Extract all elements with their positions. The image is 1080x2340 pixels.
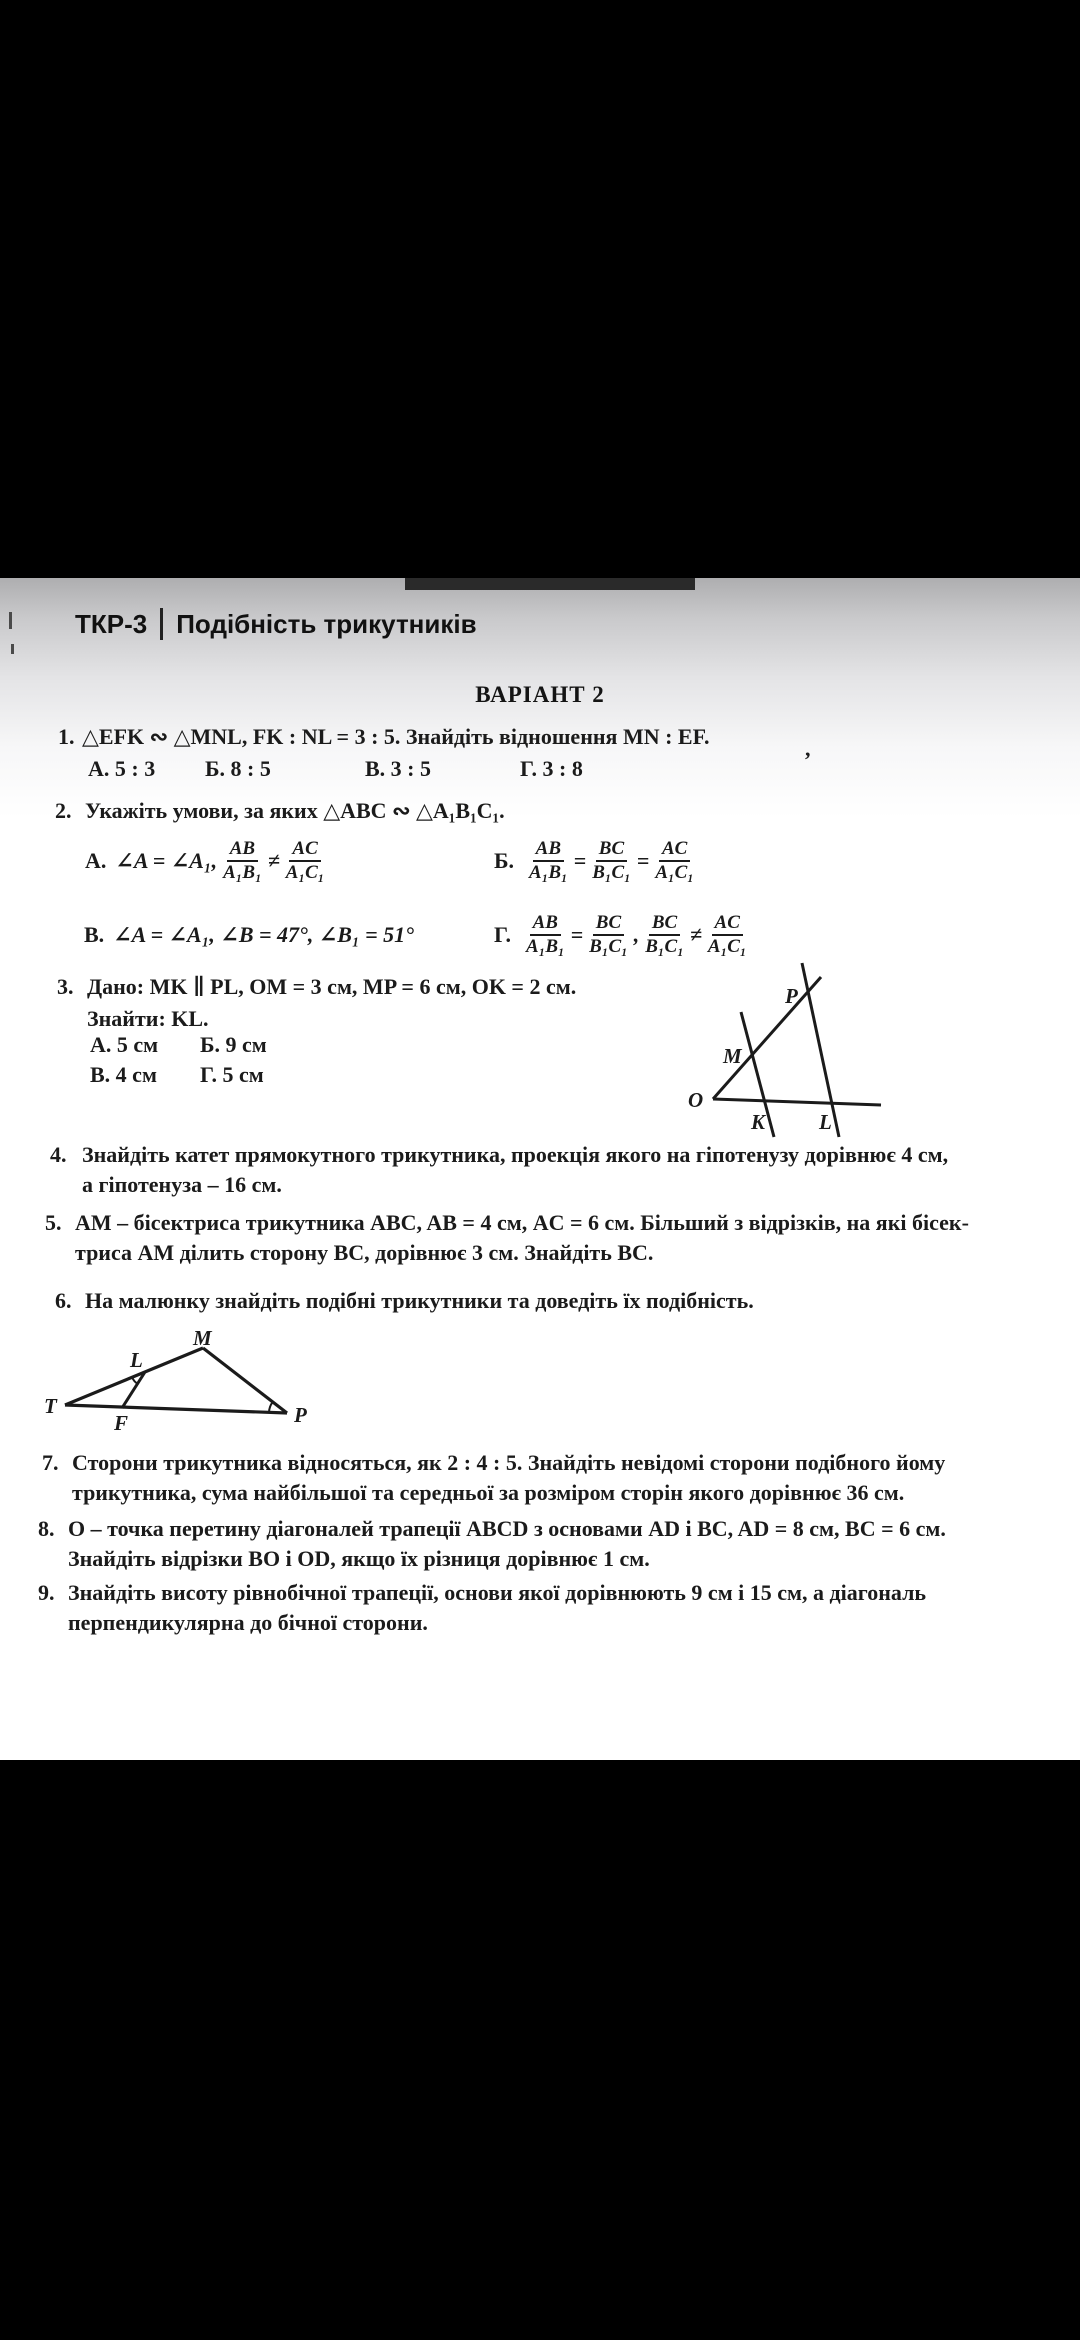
figure3-label-K: K	[751, 1110, 766, 1134]
problem-1-option-b: Б. 8 : 5	[205, 756, 271, 781]
problem-7-line-1: Сторони трикутника відносяться, як 2 : 4 : 5. Знайдіть невідомі сторони подібного йому	[72, 1450, 946, 1475]
fraction-numerator: AB	[530, 912, 561, 936]
math-text: ,	[633, 922, 640, 947]
figure3-label-O: O	[688, 1088, 704, 1112]
fraction	[591, 838, 632, 885]
figure6-label-M: M	[193, 1326, 212, 1350]
fraction-denominator: A₁C₁	[285, 862, 325, 883]
problem-9-line-2: перпендикулярна до бічної сторони.	[68, 1610, 428, 1635]
side-M-P	[203, 1348, 287, 1413]
problem-6-number: 6.	[55, 1288, 72, 1313]
problem-7-number: 7.	[42, 1450, 59, 1475]
problem-8-line-2: Знайдіть відрізки BO і OD, якщо їх різниця дорівнює 1 см.	[68, 1546, 650, 1571]
angle-arc-L	[132, 1377, 137, 1384]
side-T-P	[65, 1405, 287, 1413]
problem-2-option-a	[85, 830, 330, 892]
problem-3-text: Дано: MK ∥ PL, OM = 3 см, MP = 6 см, OK = 2 см.	[87, 974, 577, 999]
problem-1-option-v: В. 3 : 5	[365, 756, 431, 781]
fraction-numerator: BC	[596, 838, 627, 862]
page-header	[75, 608, 477, 640]
option-label: Г.	[494, 922, 512, 947]
fraction-numerator: BC	[649, 912, 680, 936]
document-page	[0, 578, 1080, 1760]
fraction-denominator: A₁B₁	[529, 862, 568, 883]
problem-5-number: 5.	[45, 1210, 62, 1235]
fraction-denominator: A₁B₁	[526, 936, 565, 957]
fraction	[654, 838, 695, 885]
ray-O-P	[713, 977, 821, 1099]
problem-3-find: Знайти: KL.	[87, 1006, 209, 1031]
problem-6-line-1: На малюнку знайдіть подібні трикутники та доведіть їх подібність.	[85, 1288, 754, 1313]
figure6-label-P: P	[294, 1403, 307, 1427]
fraction-denominator: B₁C₁	[592, 862, 631, 883]
fraction-denominator: A₁B₁	[223, 862, 262, 883]
problem-5-line-2: триса AM ділить сторону BC, дорівнює 3 см. Знайдіть BC.	[75, 1240, 654, 1265]
problem-2-text: Укажіть умови, за яких △ABC ∾ △A₁B₁C₁.	[85, 798, 505, 823]
problem-2-option-v	[84, 904, 414, 966]
fraction	[644, 912, 685, 959]
problem-8-number: 8.	[38, 1516, 55, 1541]
figure3-label-L: L	[819, 1110, 832, 1134]
problem-5-line-1: AM – бісектриса трикутника ABC, AB = 4 см, AC = 6 см. Більший з відрізків, на які бісек-	[75, 1210, 969, 1235]
figure6-label-F: F	[114, 1411, 129, 1435]
math-text: ≠	[689, 922, 702, 947]
problem-3-number: 3.	[57, 974, 74, 999]
problem-4-line-1: Знайдіть катет прямокутного трикутника, проекція якого на гіпотенузу дорівнює 4 см,	[82, 1142, 949, 1167]
fraction-denominator: A₁C₁	[707, 936, 747, 957]
fraction	[588, 912, 629, 959]
fraction	[222, 838, 263, 885]
problem-9-line-1: Знайдіть висоту рівнобічної трапеції, основи якої дорівнюють 9 см і 15 см, а діагональ	[68, 1580, 927, 1605]
math-text: ≠	[267, 848, 280, 873]
option-label: А.	[85, 848, 107, 873]
problem-3-option-v: В. 4 см	[90, 1062, 157, 1087]
header-divider	[160, 608, 163, 640]
problem-1-option-g: Г. 3 : 8	[520, 756, 583, 781]
problem-4-number: 4.	[50, 1142, 67, 1167]
figure6-label-T: T	[44, 1394, 57, 1418]
fraction	[528, 838, 569, 885]
screen-notch-bar	[405, 578, 695, 590]
problem-1-option-a: А. 5 : 3	[88, 756, 156, 781]
fraction-numerator: AB	[533, 838, 564, 862]
fraction-denominator: A₁C₁	[655, 862, 694, 883]
figure3-label-P: P	[785, 984, 798, 1008]
fraction-numerator: AC	[712, 912, 743, 936]
fraction	[525, 912, 566, 959]
option-label: Б.	[494, 848, 515, 873]
math-text: =	[570, 922, 584, 947]
math-text: ∠A = ∠A₁, ∠B = 47°, ∠B₁ = 51°	[113, 922, 414, 947]
problem-4-line-2: а гіпотенуза – 16 см.	[82, 1172, 282, 1197]
problem-2-option-b	[494, 830, 700, 892]
fraction-denominator: B₁C₁	[589, 936, 628, 957]
fraction-numerator: AC	[289, 838, 320, 862]
variant-title: ВАРІАНТ 2	[475, 682, 605, 707]
ray-O-K-L	[713, 1099, 881, 1105]
test-code: ТКР-3	[75, 608, 148, 639]
fraction-denominator: B₁C₁	[645, 936, 684, 957]
figure6-label-L: L	[130, 1348, 143, 1372]
page-title: Подібність трикутників	[176, 608, 477, 639]
problem-1-number: 1.	[58, 724, 75, 749]
fraction-numerator: AB	[227, 838, 258, 862]
problem-3-option-a: А. 5 см	[90, 1032, 159, 1057]
math-text: =	[573, 848, 587, 873]
figure-problem-6	[30, 1325, 340, 1437]
math-text: ∠A = ∠A₁,	[115, 848, 218, 873]
scan-edge-mark	[9, 612, 12, 629]
problem-2-number: 2.	[55, 798, 72, 823]
fraction	[285, 838, 326, 885]
scan-edge-mark	[11, 644, 14, 654]
problem-3-option-b: Б. 9 см	[200, 1032, 267, 1057]
math-text: =	[636, 848, 650, 873]
figure3-label-M: M	[723, 1044, 742, 1068]
problem-3-option-g: Г. 5 см	[200, 1062, 264, 1087]
figure-problem-3	[655, 955, 895, 1145]
problem-8-line-1: O – точка перетину діагоналей трапеції ABCD з основами AD і BC, AD = 8 см, BC = 6 см.	[68, 1516, 946, 1541]
stray-comma-mark: ,	[805, 736, 811, 761]
problem-9-number: 9.	[38, 1580, 55, 1605]
fraction-numerator: BC	[593, 912, 624, 936]
problem-1-text: △EFK ∾ △MNL, FK : NL = 3 : 5. Знайдіть відношення MN : EF.	[82, 724, 710, 749]
fraction	[707, 912, 748, 959]
option-label: В.	[84, 922, 105, 947]
problem-7-line-2: трикутника, сума найбільшої та середньої за розміром сторін якого дорівнює 36 см.	[72, 1480, 905, 1505]
fraction-numerator: AC	[659, 838, 690, 862]
